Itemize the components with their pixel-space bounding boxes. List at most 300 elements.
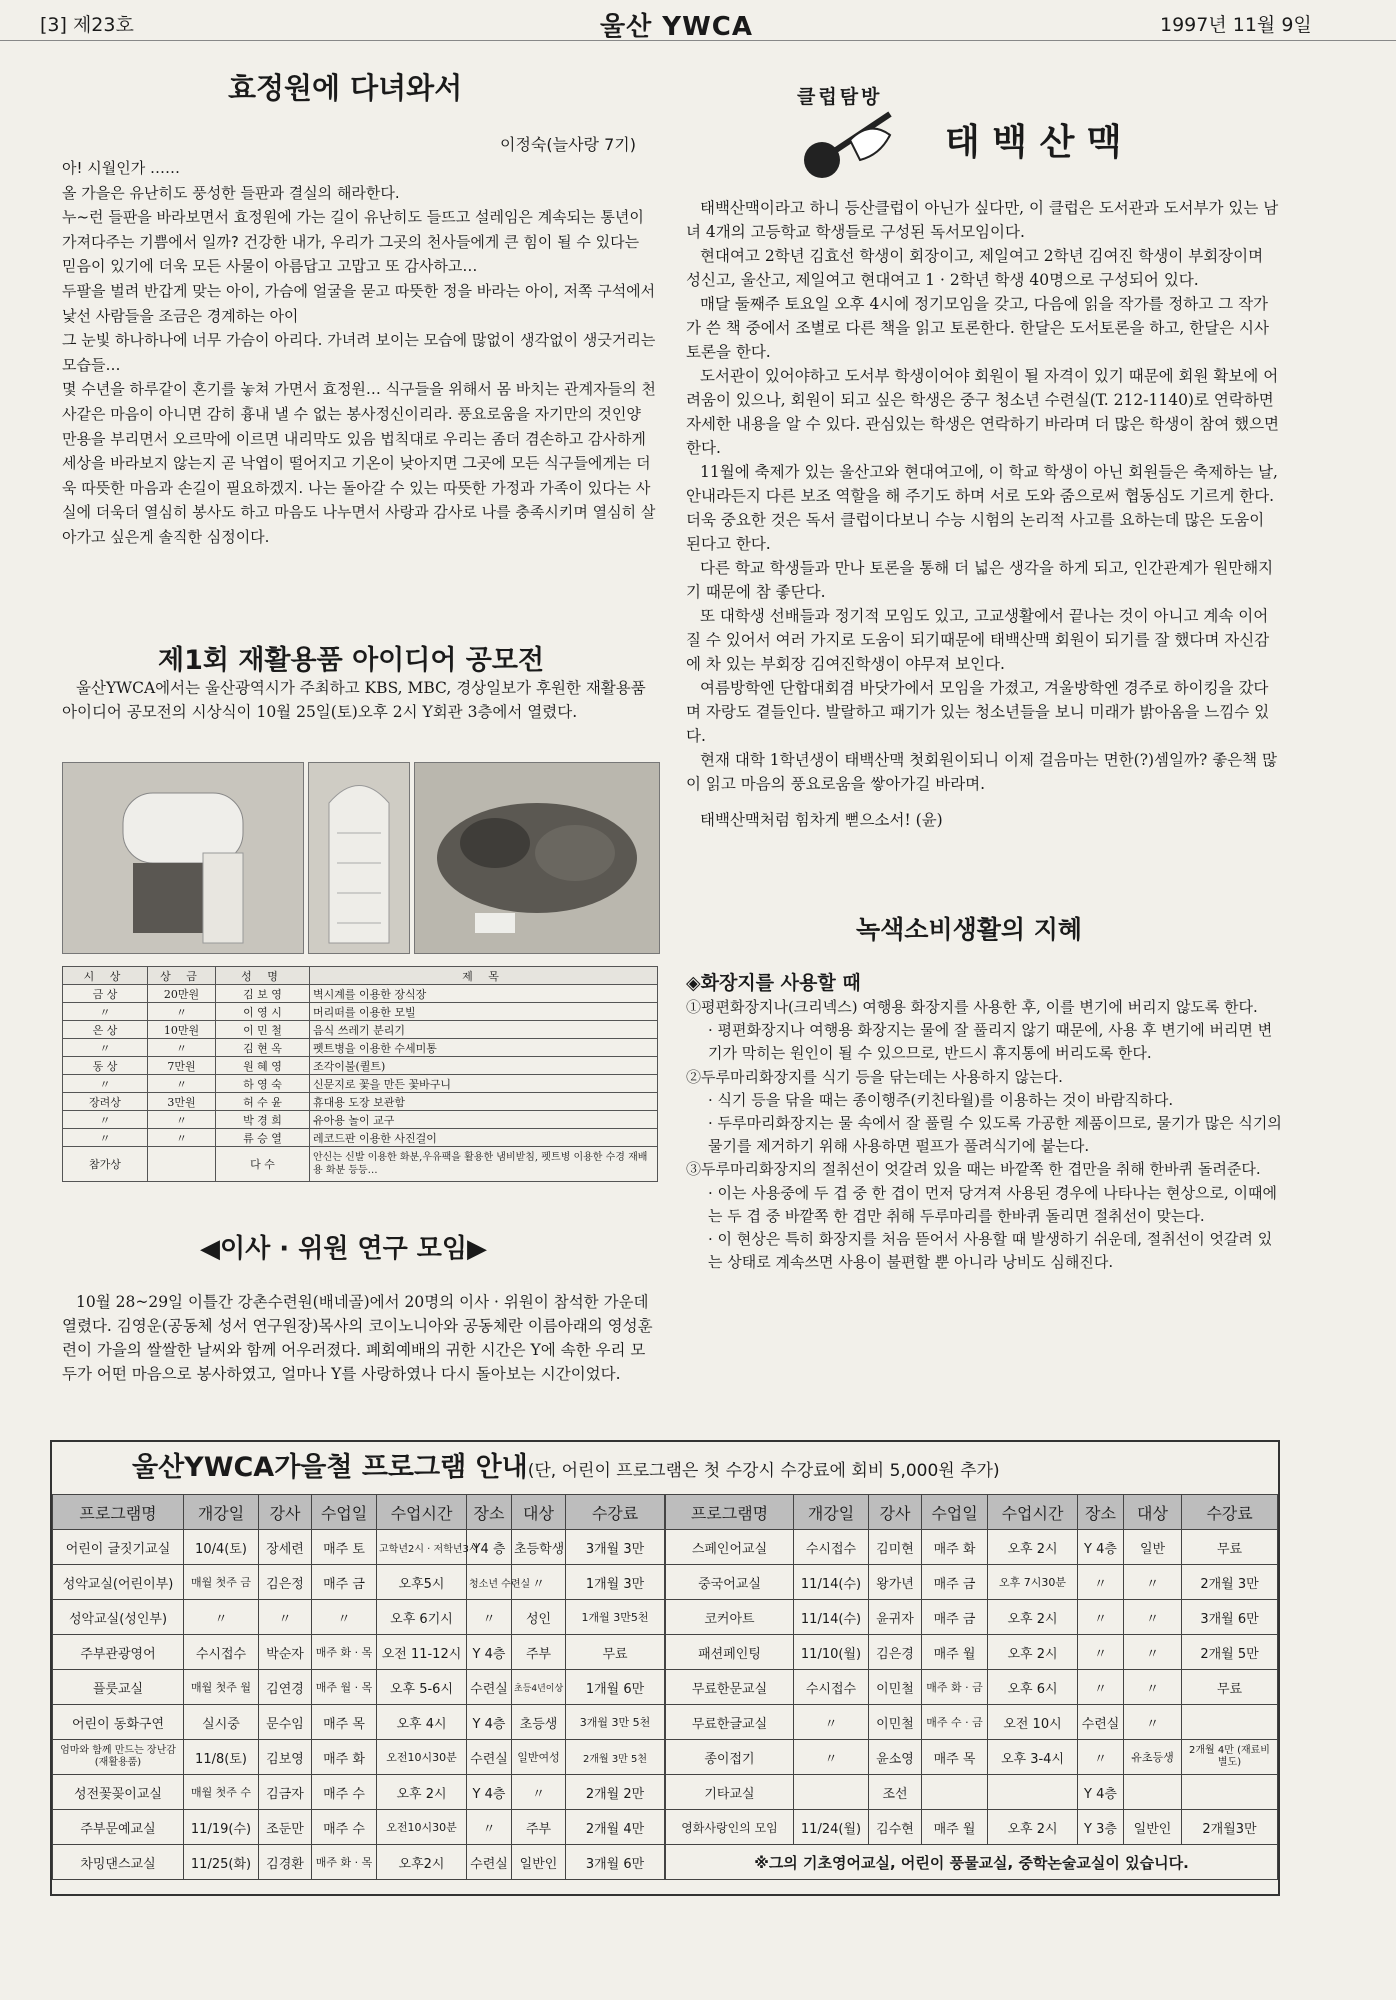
program-cell: 일반: [1124, 1530, 1182, 1565]
program-row: [53, 1740, 665, 1775]
program-cell: 주부관광영어: [53, 1635, 184, 1670]
program-row: [666, 1670, 1278, 1705]
award-cell: 20만원: [148, 985, 216, 1003]
program-header: 수업시간: [988, 1495, 1078, 1530]
program-title: 울산YWCA가을철 프로그램 안내: [132, 1452, 528, 1483]
award-row: [63, 1039, 658, 1057]
program-cell: 무료: [1182, 1670, 1278, 1705]
award-header: 시 상: [63, 967, 148, 985]
program-cell: [1182, 1775, 1278, 1810]
award-cell: 〃: [148, 1003, 216, 1021]
program-footer-row: [666, 1845, 1278, 1880]
program-cell: 김은경: [869, 1635, 922, 1670]
contest-photo-3: [414, 762, 660, 954]
program-note: (단, 어린이 프로그램은 첫 수강시 수강료에 회비 5,000원 추가): [527, 1461, 1000, 1481]
program-cell: 김경환: [259, 1845, 312, 1880]
program-row: [53, 1810, 665, 1845]
program-header: 강사: [259, 1495, 312, 1530]
program-cell: 플룻교실: [53, 1670, 184, 1705]
program-cell: Y4 층: [467, 1530, 512, 1565]
contest-title: 제1회 재활용품 아이디어 공모전: [158, 645, 545, 676]
program-cell: 〃: [1124, 1600, 1182, 1635]
program-cell: 11/14(수): [794, 1600, 869, 1635]
program-cell: 차밍댄스교실: [53, 1845, 184, 1880]
award-cell: 조각이불(퀼트): [310, 1057, 658, 1075]
award-cell: 벽시계를 이용한 장식장: [310, 985, 658, 1003]
program-cell: 패션페인팅: [666, 1635, 794, 1670]
program-cell: 매주 수 · 금: [922, 1705, 988, 1740]
program-cell: 1개월 3만5천: [566, 1600, 665, 1635]
award-cell: 10만원: [148, 1021, 216, 1039]
program-cell: 오전10시30분: [377, 1810, 467, 1845]
program-cell: 3개월 6만: [1182, 1600, 1278, 1635]
program-cell: 무료: [1182, 1530, 1278, 1565]
award-cell: 〃: [148, 1075, 216, 1093]
award-cell: 원 혜 영: [216, 1057, 310, 1075]
program-cell: 매주 토: [312, 1530, 377, 1565]
program-cell: 매주 월: [922, 1810, 988, 1845]
program-cell: 오후5시: [377, 1565, 467, 1600]
award-row: [63, 1147, 658, 1182]
program-cell: 오후 7시30분: [988, 1565, 1078, 1600]
award-cell: 레코드판 이용한 사진걸이: [310, 1129, 658, 1147]
program-cell: 왕가년: [869, 1565, 922, 1600]
program-cell: 〃: [512, 1775, 566, 1810]
program-cell: 오후 2시: [988, 1810, 1078, 1845]
visit-paragraph: 누~런 들판을 바라보면서 효정원에 가는 길이 유난히도 들뜨고 설레임은 계속되는 통년이 가져다주는 기쁨에서 일까? 건강한 내가, 우리가 그곳의 천사들에게 큰 힘이 될 수 있다는 믿음이 있기에 더욱 모든 사물이 아름답고 고맙고 또 감사하고…: [62, 208, 644, 276]
program-row: [666, 1565, 1278, 1600]
program-cell: 영화사랑인의 모임: [666, 1810, 794, 1845]
award-cell: 참가상: [63, 1147, 148, 1182]
recycled-craft-image: [63, 763, 303, 953]
club-paragraph: 현대여고 2학년 김효선 학생이 회장이고, 제일여고 2학년 김여진 학생이 부회장이며 성신고, 울산고, 제일여고 현대여고 1 · 2학년 학생 40명으로 구성되어 있다.: [686, 247, 1264, 289]
program-header: 프로그램명: [53, 1495, 184, 1530]
program-cell: [922, 1775, 988, 1810]
program-cell: 엄마와 함께 만드는 장난감(재활용품): [53, 1740, 184, 1775]
program-cell: 이민철: [869, 1670, 922, 1705]
program-cell: 〃: [259, 1600, 312, 1635]
program-table-right: [665, 1494, 1278, 1880]
program-row: [53, 1565, 665, 1600]
program-title-bar: [52, 1442, 1278, 1494]
award-cell: 〃: [148, 1129, 216, 1147]
contest-photo-2: [308, 762, 410, 954]
green-item-head: ①평편화장지나(크리넥스) 여행용 화장지를 사용한 후, 이를 변기에 버리지 않도록 한다.: [686, 998, 1258, 1016]
program-cell: [1182, 1705, 1278, 1740]
program-cell: 청소년 수련실: [467, 1565, 512, 1600]
program-header-row: [53, 1495, 665, 1530]
award-header-row: [63, 967, 658, 985]
program-cell: 〃: [1124, 1705, 1182, 1740]
program-cell: 수련실: [467, 1670, 512, 1705]
award-cell: 이 민 철: [216, 1021, 310, 1039]
program-cell: 수련실: [467, 1845, 512, 1880]
program-cell: 주부: [512, 1810, 566, 1845]
issue-date: 1997년 11월 9일: [1160, 14, 1312, 36]
award-cell: 다 수: [216, 1147, 310, 1182]
program-cell: [988, 1775, 1078, 1810]
program-cell: 실시중: [184, 1705, 259, 1740]
award-table: [62, 966, 658, 1182]
program-header: 개강일: [794, 1495, 869, 1530]
program-cell: 주부문예교실: [53, 1810, 184, 1845]
award-cell: 금 상: [63, 985, 148, 1003]
program-cell: 무료: [566, 1635, 665, 1670]
program-cell: Y 4층: [1078, 1530, 1124, 1565]
award-cell: 동 상: [63, 1057, 148, 1075]
program-header: 수강료: [1182, 1495, 1278, 1530]
award-row: [63, 1021, 658, 1039]
meeting-title: ◀이사 · 위원 연구 모임▶: [200, 1234, 488, 1264]
program-cell: 일반인: [1124, 1810, 1182, 1845]
program-cell: 3개월 3만 5천: [566, 1705, 665, 1740]
program-cell: 김은정: [259, 1565, 312, 1600]
program-cell: Y 4층: [467, 1775, 512, 1810]
club-paragraph: 11월에 축제가 있는 울산고와 현대여고에, 이 학교 학생이 아닌 회원들은 축제하는 날, 안내라든지 다른 보조 역할을 해 주기도 하며 서로 도와 줌으로써 협동심도 기르게 한다. 더욱 중요한 것은 독서 클럽이다보니 수능 시험의 논리적 사고를 요하는데 많은 도움이 된다고 한다.: [686, 463, 1278, 553]
program-cell: 수시접수: [794, 1530, 869, 1565]
page-number: [3] 제23호: [40, 14, 134, 36]
program-cell: 10/4(토): [184, 1530, 259, 1565]
club-paragraph: 태백산맥처럼 힘차게 뻗으소서! (윤): [700, 811, 943, 829]
program-cell: 매주 목: [922, 1740, 988, 1775]
program-row: [53, 1775, 665, 1810]
club-paragraph: 현재 대학 1학년생이 태백산맥 첫회원이되니 이제 걸음마는 면한(?)셈일까? 좋은책 많이 읽고 마음의 풍요로움을 쌓아가길 바라며.: [686, 751, 1278, 793]
program-cell: 매주 목: [312, 1705, 377, 1740]
program-cell: 매주 금: [312, 1565, 377, 1600]
program-header: 수업일: [922, 1495, 988, 1530]
program-cell: 3개월 6만: [566, 1845, 665, 1880]
program-cell: Y 4층: [467, 1705, 512, 1740]
program-cell: 2개월 4만 (재료비 별도): [1182, 1740, 1278, 1775]
program-cell: 〃: [1078, 1565, 1124, 1600]
award-cell: 유아용 놀이 교구: [310, 1111, 658, 1129]
program-cell: 문수임: [259, 1705, 312, 1740]
program-cell: 고학년2시 · 저학년3시: [377, 1530, 467, 1565]
award-table-wrap: [62, 966, 658, 1182]
program-cell: 11/25(화): [184, 1845, 259, 1880]
award-cell: 류 승 열: [216, 1129, 310, 1147]
program-cell: 매주 화 · 금: [922, 1670, 988, 1705]
award-cell: 7만원: [148, 1057, 216, 1075]
visit-title: 효정원에 다녀와서: [228, 71, 463, 105]
program-cell: 매주 월 · 목: [312, 1670, 377, 1705]
award-row: [63, 1093, 658, 1111]
program-row: [666, 1635, 1278, 1670]
program-cell: 〃: [1078, 1600, 1124, 1635]
green-item-note: · 식기 등을 닦을 때는 종이행주(키친타월)를 이용하는 것이 바람직하다.: [708, 1090, 1174, 1109]
program-cell: 1개월 6만: [566, 1670, 665, 1705]
award-cell: 〃: [148, 1039, 216, 1057]
program-cell: 오후 2시: [988, 1530, 1078, 1565]
masthead: 울산 YWCA: [600, 12, 753, 42]
visit-paragraph: 올 가을은 유난히도 풍성한 들판과 결실의 해라한다.: [62, 183, 400, 202]
program-cell: 무료한문교실: [666, 1670, 794, 1705]
program-cell: 성인: [512, 1600, 566, 1635]
program-cell: Y 4층: [1078, 1775, 1124, 1810]
award-header: 상 금: [148, 967, 216, 985]
program-row: [53, 1600, 665, 1635]
visit-paragraph: 몇 수년을 하루같이 혼기를 놓쳐 가면서 효정원… 식구들을 위해서 몸 바치는 관계자들의 천사같은 마음이 아니면 감히 흉내 낼 수 없는 봉사정신이리라. 풍요로움을 자기만의 것인양 만용을 부리면서 오르막에 이르면 내리막도 있음 법칙대로 우리는 좀더 겸손하고 감사하게 세상을 바라보지 않는지 곧 낙엽이 떨어지고 기온이 낮아지면 그곳에 모든 식구들에게는 더욱 따뜻한 마음과 손길이 필요하겠지. 나는 돌아갈 수 있는 따뜻한 가정과 가족이 있다는 사실에 더욱더 열심히 봉사도 하고 마음도 나누면서 사랑과 감사로 나를 충족시키며 열심히 살아가고 싶은게 솔직한 심정이다.: [62, 380, 656, 546]
program-row: [53, 1530, 665, 1565]
visit-paragraph: 두팔을 벌려 반갑게 맞는 아이, 가슴에 얼굴을 묻고 따뜻한 정을 바라는 아이, 저쪽 구석에서 낯선 사람들을 조금은 경계하는 아이: [62, 281, 656, 325]
program-cell: 일반여성: [512, 1740, 566, 1775]
program-cell: 매월 첫주 수: [184, 1775, 259, 1810]
program-table-left-wrap: [52, 1494, 665, 1880]
program-cell: 매주 금: [922, 1600, 988, 1635]
program-cell: 2개월 3만 5천: [566, 1740, 665, 1775]
program-cell: 오전10시30분: [377, 1740, 467, 1775]
program-cell: 매주 화: [922, 1530, 988, 1565]
award-header: 성 명: [216, 967, 310, 985]
program-cell: 수시접수: [794, 1670, 869, 1705]
program-cell: 11/19(수): [184, 1810, 259, 1845]
microphone-icon: [800, 100, 900, 194]
award-row: [63, 1111, 658, 1129]
program-cell: 조둔만: [259, 1810, 312, 1845]
program-row: [666, 1810, 1278, 1845]
program-cell: 〃: [1124, 1635, 1182, 1670]
award-cell: 이 영 시: [216, 1003, 310, 1021]
program-cell: 오후 2시: [377, 1775, 467, 1810]
award-cell: 〃: [63, 1039, 148, 1057]
program-cell: Y 4층: [467, 1635, 512, 1670]
program-cell: 오전 10시: [988, 1705, 1078, 1740]
green-title: 녹색소비생활의 지혜: [856, 915, 1083, 944]
program-cell: 초등4년이상: [512, 1670, 566, 1705]
award-cell: 머리떠를 이용한 모빌: [310, 1003, 658, 1021]
program-row: [53, 1705, 665, 1740]
program-header: 수업시간: [377, 1495, 467, 1530]
program-header: 대상: [1124, 1495, 1182, 1530]
program-cell: 〃: [1078, 1740, 1124, 1775]
program-guide: [50, 1440, 1280, 1896]
program-cell: 매주 화: [312, 1740, 377, 1775]
program-cell: 오후 3-4시: [988, 1740, 1078, 1775]
award-cell: 박 경 희: [216, 1111, 310, 1129]
program-cell: 무료한글교실: [666, 1705, 794, 1740]
program-cell: 일반인: [512, 1845, 566, 1880]
green-subtitle: ◈화장지를 사용할 때: [686, 972, 861, 994]
program-footer: ※그의 기초영어교실, 어린이 풍물교실, 중학논술교실이 있습니다.: [666, 1845, 1278, 1880]
program-row: [53, 1670, 665, 1705]
program-cell: 〃: [467, 1810, 512, 1845]
visit-paragraph: 그 눈빛 하나하나에 너무 가슴이 아리다. 가녀려 보이는 모습에 많없이 생각없이 생긋거리는 모습들…: [62, 331, 656, 374]
program-cell: 〃: [312, 1600, 377, 1635]
program-cell: 장세련: [259, 1530, 312, 1565]
program-table-left: [52, 1494, 665, 1880]
program-cell: 오후 2시: [988, 1635, 1078, 1670]
program-cell: 2개월 4만: [566, 1810, 665, 1845]
program-cell: 11/8(토): [184, 1740, 259, 1775]
award-cell: 하 영 숙: [216, 1075, 310, 1093]
club-paragraph: 매달 둘째주 토요일 오후 4시에 정기모임을 갖고, 다음에 읽을 작가를 정하고 그 작가가 쓴 책 중에서 조별로 다른 책을 읽고 토론한다. 한달은 도서토론을 하고, 한달은 시사토론을 한다.: [686, 295, 1269, 361]
program-cell: 윤귀자: [869, 1600, 922, 1635]
program-cell: 이민철: [869, 1705, 922, 1740]
program-cell: 주부: [512, 1635, 566, 1670]
program-cell: 윤소영: [869, 1740, 922, 1775]
program-cell: 어린이 글짓기교실: [53, 1530, 184, 1565]
club-label: 클럽탐방: [797, 86, 883, 108]
award-cell: 은 상: [63, 1021, 148, 1039]
page-header: [0, 0, 1396, 41]
program-cell: 〃: [184, 1600, 259, 1635]
program-header: 프로그램명: [666, 1495, 794, 1530]
program-cell: 성악교실(성인부): [53, 1600, 184, 1635]
program-cell: 오전 11-12시: [377, 1635, 467, 1670]
green-item-head: ③두루마리화장지의 절취선이 엇갈려 있을 때는 바깥쪽 한 겹만을 취해 한바퀴 돌려준다.: [686, 1160, 1261, 1179]
program-cell: 수련실: [467, 1740, 512, 1775]
program-cell: 〃: [467, 1600, 512, 1635]
club-paragraph: 다른 학교 학생들과 만나 토론을 통해 더 넓은 생각을 하게 되고, 인간관계가 원만해지기 때문에 참 좋단다.: [686, 559, 1274, 601]
award-cell: 〃: [63, 1075, 148, 1093]
award-cell: 음식 쓰레기 분리기: [310, 1021, 658, 1039]
program-header: 개강일: [184, 1495, 259, 1530]
award-row: [63, 1129, 658, 1147]
program-cell: 매월 첫주 금: [184, 1565, 259, 1600]
program-header: 수강료: [566, 1495, 665, 1530]
program-cell: 박순자: [259, 1635, 312, 1670]
program-cell: 매월 첫주 월: [184, 1670, 259, 1705]
recycled-cabinet-image: [309, 763, 409, 953]
program-cell: 수시접수: [184, 1635, 259, 1670]
award-cell: 〃: [63, 1129, 148, 1147]
program-cell: 어린이 동화구연: [53, 1705, 184, 1740]
program-cell: 오후 2시: [988, 1600, 1078, 1635]
contest-body: 울산YWCA에서는 울산광역시가 주최하고 KBS, MBC, 경상일보가 후원한 재활용품 아이디어 공모전의 시상식이 10월 25일(토)오후 2시 Y회관 3층에서 열렸다.: [62, 679, 646, 721]
club-paragraph: 여름방학엔 단합대회겸 바닷가에서 모임을 가졌고, 겨울방학엔 경주로 하이킹을 갔다며 자랑도 곁들인다. 발랄하고 패기가 있는 청소년들을 보니 미래가 밝아옴을 느낌수 있다.: [686, 679, 1270, 745]
award-cell: 허 수 윤: [216, 1093, 310, 1111]
program-row: [53, 1845, 665, 1880]
program-header: 장소: [1078, 1495, 1124, 1530]
program-row: [666, 1775, 1278, 1810]
program-cell: 성전꽃꽂이교실: [53, 1775, 184, 1810]
green-item-note: · 이는 사용중에 두 겹 중 한 겹이 먼저 당겨져 사용된 경우에 나타나는 현상으로, 이때에는 두 겹 중 바깥쪽 한 겹만 취해 두루마리를 한바퀴 돌리면 절취선이 맞는다.: [708, 1183, 1277, 1225]
program-cell: 종이접기: [666, 1740, 794, 1775]
program-cell: 〃: [1078, 1635, 1124, 1670]
program-cell: 조선: [869, 1775, 922, 1810]
program-cell: 김금자: [259, 1775, 312, 1810]
award-row: [63, 1057, 658, 1075]
program-row: [666, 1740, 1278, 1775]
meeting-body: 10월 28~29일 이틀간 강촌수련원(배네골)에서 20명의 이사 · 위원이 참석한 가운데 열렸다. 김영운(공동체 성서 연구원장)목사의 코이노니아와 공동체란 이름아래의 영성훈련이 가을의 쌀쌀한 날씨와 함께 어우러졌다. 폐회예배의 귀한 시간은 Y에 속한 우리 모두가 어떤 마음으로 봉사하였고, 얼마나 Y를 사랑하였나 다시 돌아보는 시간이었다.: [62, 1293, 653, 1383]
program-cell: [1124, 1775, 1182, 1810]
program-cell: 오후2시: [377, 1845, 467, 1880]
program-row: [666, 1705, 1278, 1740]
program-cell: 스페인어교실: [666, 1530, 794, 1565]
award-cell: 신문지로 꽃을 만든 꽃바구니: [310, 1075, 658, 1093]
program-cell: 김보영: [259, 1740, 312, 1775]
award-cell: 펫트병을 이용한 수세미통: [310, 1039, 658, 1057]
green-body: [686, 996, 1282, 1424]
program-header: 수업일: [312, 1495, 377, 1530]
green-item-note: · 두루마리화장지는 물 속에서 잘 풀릴 수 있도록 가공한 제품이므로, 물기가 많은 식기의 물기를 제거하기 위해 사용하면 펄프가 풀려식기에 붙는다.: [708, 1114, 1282, 1156]
program-cell: 11/10(월): [794, 1635, 869, 1670]
program-cell: 성악교실(어린이부): [53, 1565, 184, 1600]
program-cell: 코커아트: [666, 1600, 794, 1635]
program-cell: 오후 6기시: [377, 1600, 467, 1635]
contest-photo-1: [62, 762, 304, 954]
program-cell: 오후 4시: [377, 1705, 467, 1740]
club-paragraph: 태백산맥이라고 하니 등산클럽이 아닌가 싶다만, 이 클럽은 도서관과 도서부가 있는 남녀 4개의 고등학교 학생들로 구성된 독서모임이다.: [686, 199, 1279, 241]
club-title: 태 백 산 맥: [945, 122, 1122, 163]
club-paragraph: 도서관이 있어야하고 도서부 학생이어야 회원이 될 자격이 있기 때문에 회원 확보에 어려움이 있으나, 회원이 되고 싶은 학생은 중구 청소년 수련실(T. 212-1140)로 연락하면 자세한 내용을 알 수 있다. 관심있는 학생은 연락하기 바라며 더 많은 학생이 참여 했으면 한다.: [686, 367, 1280, 457]
program-header: 대상: [512, 1495, 566, 1530]
program-cell: 〃: [512, 1565, 566, 1600]
green-item-note: · 이 현상은 특히 화장지를 처음 뜯어서 사용할 때 발생하기 쉬운데, 절취선이 엇갈려 있는 상태로 계속쓰면 사용이 불편할 뿐 아니라 낭비도 심해진다.: [708, 1230, 1273, 1272]
club-body: [686, 196, 1282, 876]
program-cell: 초등학생: [512, 1530, 566, 1565]
program-cell: 2개월 2만: [566, 1775, 665, 1810]
program-row: [53, 1635, 665, 1670]
program-cell: 매주 수: [312, 1775, 377, 1810]
program-cell: 3개월 3만: [566, 1530, 665, 1565]
award-cell: [148, 1147, 216, 1182]
program-cell: 〃: [1078, 1670, 1124, 1705]
award-cell: 3만원: [148, 1093, 216, 1111]
program-cell: 수련실: [1078, 1705, 1124, 1740]
program-cell: 김연경: [259, 1670, 312, 1705]
award-cell: 김 보 영: [216, 985, 310, 1003]
award-header: 제 목: [310, 967, 658, 985]
program-cell: 유초등생: [1124, 1740, 1182, 1775]
program-header-row: [666, 1495, 1278, 1530]
club-paragraph: 또 대학생 선배들과 정기적 모임도 있고, 고교생활에서 끝나는 것이 아니고 계속 이어질 수 있어서 여러 가지로 도움이 되기때문에 태백산맥 회원이 되기를 잘 했다며 자신감에 차 있는 부회장 김여진학생이 야무져 보인다.: [686, 607, 1270, 673]
green-item-note: · 평편화장지나 여행용 화장지는 물에 잘 풀리지 않기 때문에, 사용 후 변기에 버리면 변기가 막히는 원인이 될 수 있으므로, 반드시 휴지통에 버리도록 한다.: [708, 1021, 1273, 1063]
program-table-right-wrap: [665, 1494, 1278, 1880]
award-row: [63, 1075, 658, 1093]
program-header: 장소: [467, 1495, 512, 1530]
flower-basket-image: [415, 763, 659, 953]
program-cell: 1개월 3만: [566, 1565, 665, 1600]
visit-body: [62, 156, 658, 616]
program-cell: 매주 월: [922, 1635, 988, 1670]
program-cell: 매주 수: [312, 1810, 377, 1845]
program-cell: Y 3층: [1078, 1810, 1124, 1845]
program-row: [666, 1600, 1278, 1635]
program-cell: 매주 화 · 목: [312, 1845, 377, 1880]
program-cell: 2개월 3만: [1182, 1565, 1278, 1600]
award-cell: 〃: [148, 1111, 216, 1129]
program-cell: 〃: [794, 1705, 869, 1740]
award-row: [63, 985, 658, 1003]
program-cell: 김미현: [869, 1530, 922, 1565]
program-cell: 11/14(수): [794, 1565, 869, 1600]
program-cell: 〃: [1124, 1565, 1182, 1600]
program-cell: 2개월 5만: [1182, 1635, 1278, 1670]
program-header: 강사: [869, 1495, 922, 1530]
program-cell: 중국어교실: [666, 1565, 794, 1600]
award-cell: 김 현 옥: [216, 1039, 310, 1057]
award-cell: 〃: [63, 1003, 148, 1021]
program-cell: 매주 화 · 목: [312, 1635, 377, 1670]
green-item-head: ②두루마리화장지를 식기 등을 닦는데는 사용하지 않는다.: [686, 1067, 1063, 1086]
program-cell: 〃: [1124, 1670, 1182, 1705]
program-cell: [794, 1775, 869, 1810]
award-row: [63, 1003, 658, 1021]
program-cell: 2개월3만: [1182, 1810, 1278, 1845]
program-cell: 오후 6시: [988, 1670, 1078, 1705]
visit-paragraph: 아! 시월인가 ……: [62, 159, 180, 177]
program-cell: 김수현: [869, 1810, 922, 1845]
award-cell: 〃: [63, 1111, 148, 1129]
award-cell: 안신는 신발 이용한 화분,우유팩을 활용한 냄비받침, 펫트병 이용한 수경 재배용 화분 등등…: [310, 1147, 658, 1182]
visit-author: 이정숙(늘사랑 7기): [500, 135, 636, 154]
program-cell: 매주 금: [922, 1565, 988, 1600]
program-cell: 〃: [794, 1740, 869, 1775]
award-cell: 휴대용 도장 보관함: [310, 1093, 658, 1111]
program-cell: 기타교실: [666, 1775, 794, 1810]
award-cell: 장려상: [63, 1093, 148, 1111]
